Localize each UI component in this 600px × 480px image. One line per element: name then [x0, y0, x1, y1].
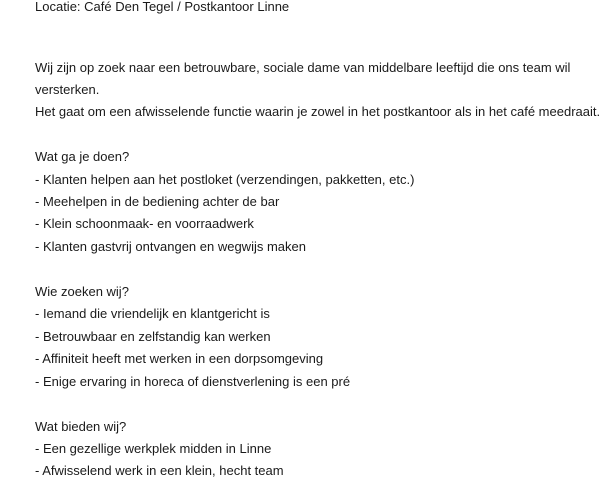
tasks-item: - Klanten gastvrij ontvangen en wegwijs maken	[35, 239, 306, 254]
intro-line-1: Wij zijn op zoek naar een betrouwbare, sociale dame van middelbare leeftijd die ons team wil	[35, 60, 571, 75]
intro-line-2: versterken.	[35, 82, 100, 97]
profile-item: - Betrouwbaar en zelfstandig kan werken	[35, 329, 271, 344]
offer-item: - Een gezellige werkplek midden in Linne	[35, 441, 272, 456]
tasks-item: - Klanten helpen aan het postloket (verzendingen, pakketten, etc.)	[35, 172, 415, 187]
offer-item: - Afwisselend werk in een klein, hecht team	[35, 463, 284, 478]
tasks-heading: Wat ga je doen?	[35, 149, 130, 164]
tasks-item: - Klein schoonmaak- en voorraadwerk	[35, 216, 254, 231]
profile-item: - Iemand die vriendelijk en klantgericht is	[35, 306, 270, 321]
offer-heading: Wat bieden wij?	[35, 419, 127, 434]
tasks-item: - Meehelpen in de bediening achter de bar	[35, 194, 280, 209]
profile-heading: Wie zoeken wij?	[35, 284, 129, 299]
profile-item: - Affiniteit heeft met werken in een dorpsomgeving	[35, 351, 324, 366]
location-line: Locatie: Café Den Tegel / Postkantoor Linne	[35, 0, 290, 14]
intro-line-3: Het gaat om een afwisselende functie waarin je zowel in het postkantoor als in het café meedraait.	[35, 104, 600, 119]
profile-item: - Enige ervaring in horeca of dienstverlening is een pré	[35, 374, 351, 389]
